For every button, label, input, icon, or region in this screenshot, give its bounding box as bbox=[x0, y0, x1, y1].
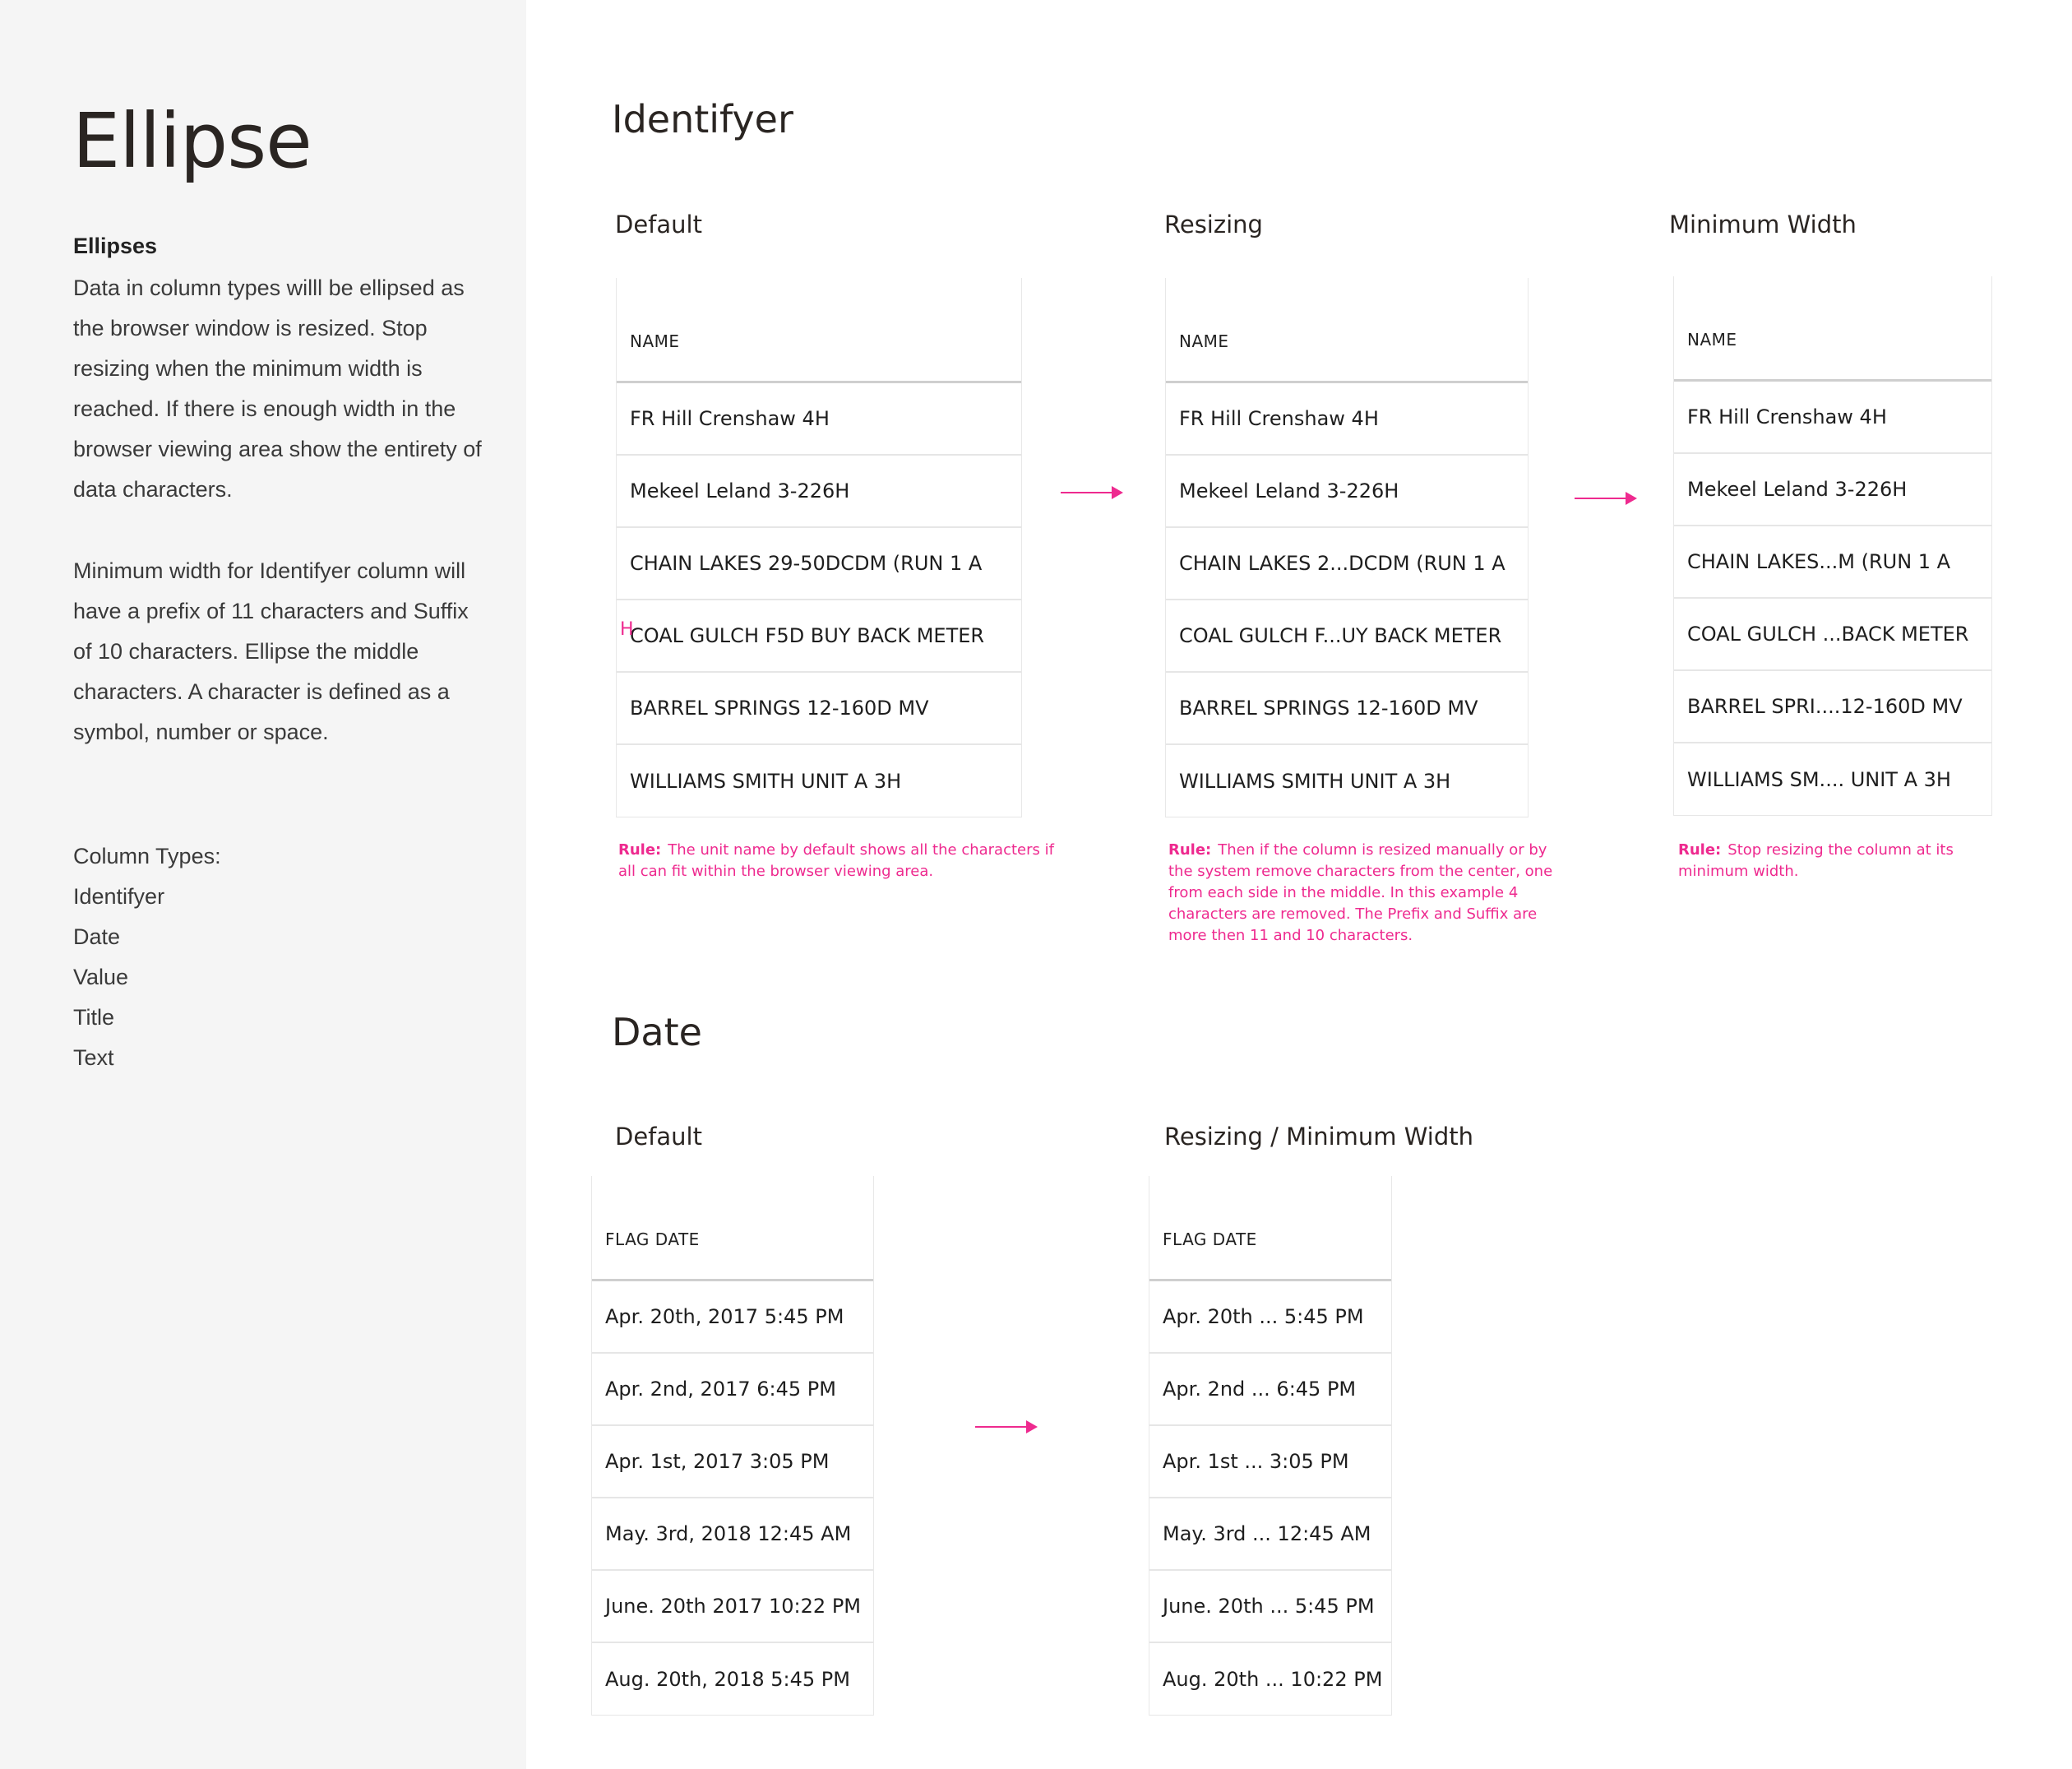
intro-heading: Ellipses bbox=[73, 234, 158, 258]
table-row[interactable]: Mekeel Leland 3-226H bbox=[1674, 454, 1991, 526]
table-row[interactable]: COAL GULCH F5D BUY BACK METER bbox=[617, 600, 1021, 673]
date-resizing-table bbox=[1149, 1176, 1391, 1716]
rule-note-minimum bbox=[1678, 840, 1991, 882]
arrow-right-icon bbox=[975, 1426, 1036, 1428]
table-row[interactable]: Apr. 20th ... 5:45 PM bbox=[1149, 1281, 1391, 1354]
identifyer-default-label: Default bbox=[615, 211, 702, 238]
rule-label: Rule: bbox=[1168, 841, 1212, 859]
column-header-name[interactable]: NAME bbox=[617, 278, 1021, 383]
column-header-flag-date[interactable]: FLAG DATE bbox=[1149, 1176, 1391, 1281]
table-row[interactable]: BARREL SPRINGS 12-160D MV bbox=[617, 673, 1021, 745]
column-type-date: Date bbox=[73, 924, 121, 949]
column-type-text: Text bbox=[73, 1045, 114, 1070]
table-row[interactable]: COAL GULCH ...BACK METER bbox=[1674, 599, 1991, 671]
identifyer-default-table bbox=[617, 278, 1021, 817]
arrow-right-icon bbox=[1575, 498, 1635, 499]
table-row[interactable]: May. 3rd, 2018 12:45 AM bbox=[592, 1498, 873, 1571]
date-default-table bbox=[592, 1176, 873, 1716]
table-row[interactable]: Aug. 20th, 2018 5:45 PM bbox=[592, 1643, 873, 1716]
identifyer-minimum-label: Minimum Width bbox=[1669, 211, 1857, 238]
identifyer-resizing-table bbox=[1166, 278, 1528, 817]
table-row[interactable]: Apr. 2nd ... 6:45 PM bbox=[1149, 1354, 1391, 1426]
sidebar bbox=[0, 0, 526, 1769]
intro-paragraph-1: Data in column types willl be ellipsed as the browser window is resized. Stop resizing when the minimum width is reached. If there is enough width in the browser viewing area show the entirety of data characters. bbox=[73, 276, 482, 502]
table-row[interactable]: FR Hill Crenshaw 4H bbox=[1674, 382, 1991, 454]
identifyer-minimum-table bbox=[1674, 276, 1991, 816]
rule-note-resizing bbox=[1168, 840, 1571, 947]
column-type-value: Value bbox=[73, 965, 129, 989]
table-row[interactable]: WILLIAMS SMITH UNIT A 3H bbox=[1166, 745, 1528, 817]
identifyer-resizing-label: Resizing bbox=[1164, 211, 1263, 238]
intro-paragraph-2: Minimum width for Identifyer column will have a prefix of 11 characters and Suffix of 10 characters. Ellipse the middle characters. A character is defined as a symbol, number or space. bbox=[73, 558, 469, 744]
column-header-flag-date[interactable]: FLAG DATE bbox=[592, 1176, 873, 1281]
table-row[interactable]: June. 20th 2017 10:22 PM bbox=[592, 1571, 873, 1643]
column-types-list bbox=[73, 877, 164, 1078]
table-row[interactable]: Apr. 2nd, 2017 6:45 PM bbox=[592, 1354, 873, 1426]
rule-text: Stop resizing the column at its minimum width. bbox=[1678, 841, 1954, 880]
identifyer-section-title: Identifyer bbox=[612, 97, 793, 141]
table-row[interactable]: May. 3rd ... 12:45 AM bbox=[1149, 1498, 1391, 1571]
column-types-label: Column Types: bbox=[73, 844, 221, 868]
rule-label: Rule: bbox=[618, 841, 662, 859]
column-type-identifyer: Identifyer bbox=[73, 884, 165, 909]
table-row[interactable]: FR Hill Crenshaw 4H bbox=[1166, 383, 1528, 456]
table-row[interactable]: BARREL SPRINGS 12-160D MV bbox=[1166, 673, 1528, 745]
rule-note-default bbox=[618, 840, 1062, 882]
table-row[interactable]: CHAIN LAKES 2...DCDM (RUN 1 A bbox=[1166, 528, 1528, 600]
table-row[interactable]: Mekeel Leland 3-226H bbox=[1166, 456, 1528, 528]
page-title: Ellipse bbox=[72, 97, 312, 185]
column-type-title: Title bbox=[73, 1005, 115, 1030]
date-section-title: Date bbox=[612, 1010, 702, 1054]
table-row[interactable]: June. 20th ... 5:45 PM bbox=[1149, 1571, 1391, 1643]
table-row[interactable]: CHAIN LAKES...M (RUN 1 A bbox=[1674, 526, 1991, 599]
table-row[interactable]: WILLIAMS SM.... UNIT A 3H bbox=[1674, 743, 1991, 816]
table-row[interactable]: Aug. 20th ... 10:22 PM bbox=[1149, 1643, 1391, 1716]
table-row[interactable]: Mekeel Leland 3-226H bbox=[617, 456, 1021, 528]
table-row[interactable]: Apr. 1st, 2017 3:05 PM bbox=[592, 1426, 873, 1498]
date-resizing-label: Resizing / Minimum Width bbox=[1164, 1123, 1473, 1151]
table-row[interactable]: Apr. 20th, 2017 5:45 PM bbox=[592, 1281, 873, 1354]
table-row[interactable]: Apr. 1st ... 3:05 PM bbox=[1149, 1426, 1391, 1498]
table-row[interactable]: FR Hill Crenshaw 4H bbox=[617, 383, 1021, 456]
table-row[interactable]: WILLIAMS SMITH UNIT A 3H bbox=[617, 745, 1021, 817]
table-row[interactable]: BARREL SPRI....12-160D MV bbox=[1674, 671, 1991, 743]
date-default-label: Default bbox=[615, 1123, 702, 1151]
column-header-name[interactable]: NAME bbox=[1674, 276, 1991, 382]
arrow-right-icon bbox=[1061, 492, 1122, 493]
table-row[interactable]: COAL GULCH F...UY BACK METER bbox=[1166, 600, 1528, 673]
rule-label: Rule: bbox=[1678, 841, 1722, 859]
column-header-name[interactable]: NAME bbox=[1166, 278, 1528, 383]
rule-text: The unit name by default shows all the characters if all can fit within the browser viewing area. bbox=[618, 841, 1054, 880]
resize-cursor-icon: H bbox=[620, 619, 634, 640]
rule-text: Then if the column is resized manually or by the system remove characters from the center, one from each side in the middle. In this example 4 characters are removed. The Prefix and Suffix are more then 11 and 10 characters. bbox=[1168, 841, 1553, 944]
table-row[interactable]: CHAIN LAKES 29-50DCDM (RUN 1 A bbox=[617, 528, 1021, 600]
